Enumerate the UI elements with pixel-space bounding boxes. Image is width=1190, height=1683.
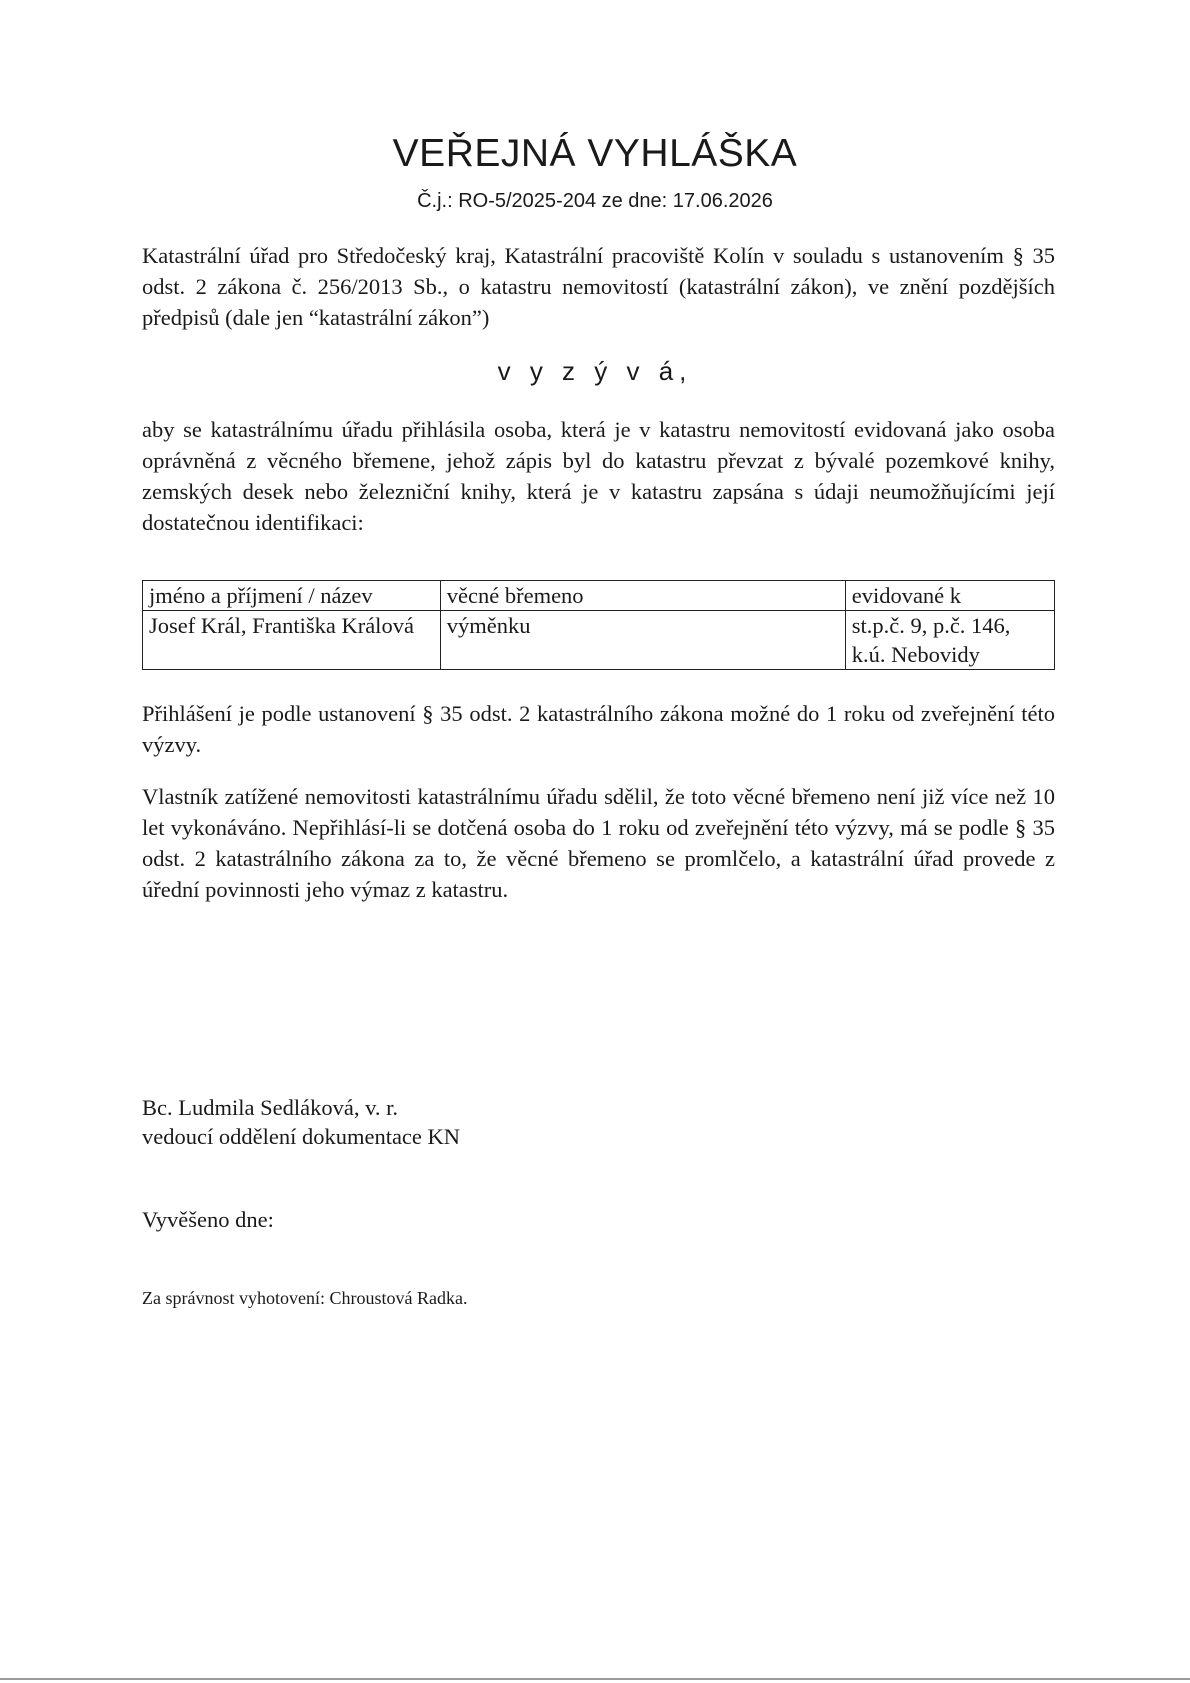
signatory-name: Bc. Ludmila Sedláková, v. r. — [142, 1095, 398, 1120]
cell-easement: výměnku — [440, 611, 845, 670]
reference-number: Č.j.: RO-5/2025-204 ze dne: 17.06.2026 — [417, 190, 773, 212]
document-title: VEŘEJNÁ VYHLÁŠKA — [392, 132, 798, 175]
scan-edge-line — [0, 1678, 1190, 1680]
cell-registered: st.p.č. 9, p.č. 146, k.ú. Nebovidy — [845, 611, 1054, 670]
owner-statement-paragraph: Vlastník zatížené nemovitosti katastrálnímu úřadu sdělil, že toto věcné břemeno není již více než 10 let vykonáváno. Nepřihlásí-li se dotčená osoba do 1 roku od zveřejnění této výzvy, má se podle § 35 odst. 2 katastrálního zákona za to, že věcné břemeno se promlčelo, a katastrální úřad provede z úřední povinnosti jeho výmaz z katastru. — [142, 784, 1055, 902]
calls-heading: v y z ý v á, — [497, 356, 693, 386]
posted-date-label: Vyvěšeno dne: — [142, 1207, 274, 1232]
easement-table — [142, 580, 1055, 670]
deadline-paragraph: Přihlášení je podle ustanovení § 35 odst. 2 katastrálního zákona možné do 1 roku od zveřejnění této výzvy. — [142, 701, 1055, 757]
header-registered: evidované k — [845, 581, 1054, 611]
cell-name: Josef Král, Františka Králová — [143, 611, 441, 670]
table-header-row — [143, 581, 1055, 611]
prepared-by: Za správnost vyhotovení: Chroustová Radka. — [142, 1288, 468, 1308]
intro-paragraph: Katastrální úřad pro Středočeský kraj, Katastrální pracoviště Kolín v souladu s ustanovením § 35 odst. 2 zákona č. 256/2013 Sb., o katastru nemovitostí (katastrální zákon), ve znění pozdějších předpisů (dale jen “katastrální zákon”) — [142, 243, 1055, 330]
signatory-role: vedoucí oddělení dokumentace KN — [142, 1124, 461, 1149]
header-easement: věcné břemeno — [440, 581, 845, 611]
header-name: jméno a příjmení / název — [143, 581, 441, 611]
table-row — [143, 611, 1055, 670]
request-paragraph: aby se katastrálnímu úřadu přihlásila osoba, která je v katastru nemovitostí evidovaná jako osoba oprávněná z věcného břemene, jehož zápis byl do katastru převzat z bývalé pozemkové knihy, zemských desek nebo železniční knihy, která je v katastru zapsána s údaji neumožňujícími její dostatečnou identifikaci: — [142, 417, 1055, 535]
